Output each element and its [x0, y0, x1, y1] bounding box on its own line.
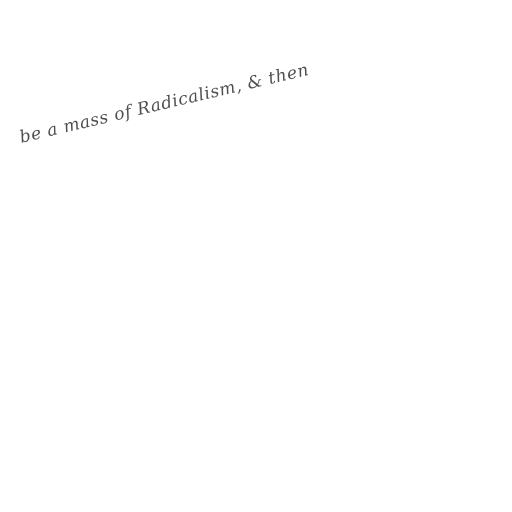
- handwritten-text-line: be a mass of Radicalism, & then: [17, 60, 312, 148]
